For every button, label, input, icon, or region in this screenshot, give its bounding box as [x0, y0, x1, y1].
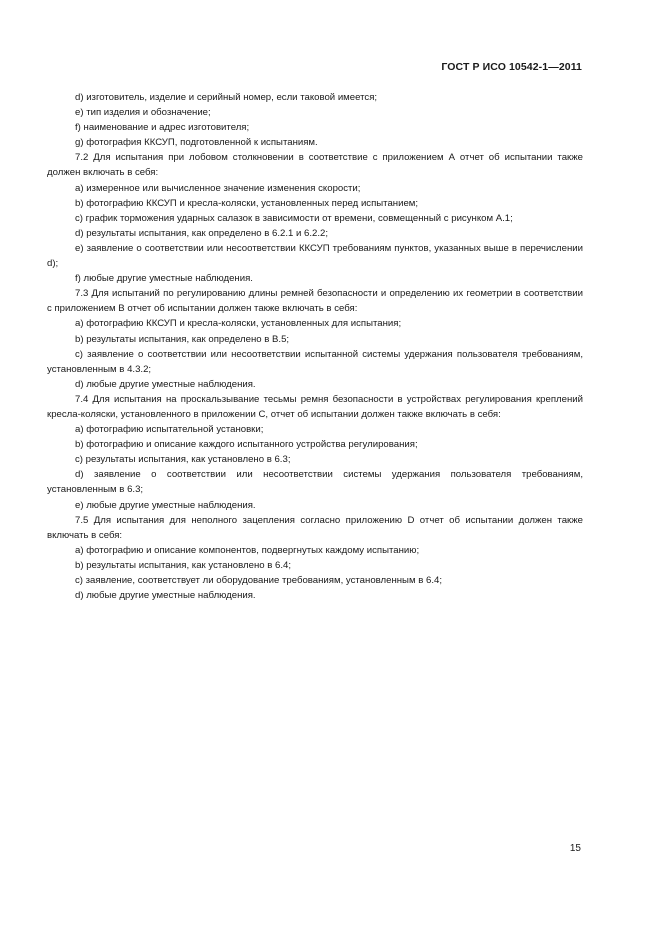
list-item: d) результаты испытания, как определено в 6.2.1 и 6.2.2; [75, 227, 329, 239]
list-item: a) фотографию и описание компонентов, подвергнутых каждому испытанию; [75, 544, 420, 556]
page-number: 15 [569, 843, 581, 854]
list-item: b) результаты испытания, как определено в В.5; [75, 333, 290, 345]
list-item: f) наименование и адрес изготовителя; [75, 122, 250, 134]
section-paragraph-7-4: 7.4 Для испытания на проскальзывание тесьмы ремня безопасности в устройствах регулирования креплений кресла-коляски, установленного в приложении С, отчет об испытании должен также включать в себя: [47, 393, 583, 420]
list-item: f) любые другие уместные наблюдения. [75, 273, 253, 285]
list-item: d) изготовитель, изделие и серийный номер, если таковой имеется; [75, 92, 378, 103]
list-item: b) фотографию и описание каждого испытанного устройства регулирования; [75, 439, 418, 451]
list-item: b) фотографию ККСУП и кресла-коляски, установленных перед испытанием; [75, 197, 419, 209]
list-item: d) любые другие уместные наблюдения. [75, 590, 256, 602]
list-item: e) тип изделия и обозначение; [75, 107, 211, 119]
list-item: a) фотографию испытательной установки; [75, 424, 264, 436]
section-paragraph-7-3: 7.3 Для испытаний по регулированию длины ремней безопасности и определению их геометрии в соответствии с приложением В отчет об испытании должен также включать в себя: [47, 288, 583, 315]
section-paragraph-7-5: 7.5 Для испытания для неполного зацепления согласно приложению D отчет об испытании должен также включать в себя: [47, 514, 583, 541]
list-item: c) результаты испытания, как установлено в 6.3; [75, 454, 291, 466]
document-body [47, 90, 583, 603]
list-item: b) результаты испытания, как установлено в 6.4; [75, 559, 292, 571]
list-item: g) фотография ККСУП, подготовленной к испытаниям. [75, 137, 318, 149]
document-header: ГОСТ Р ИСО 10542-1—2011 [441, 61, 582, 73]
list-item: d) заявление о соответствии или несоответствии системы удержания пользователя требованиям, установленным в 6.3; [47, 469, 583, 496]
list-item: e) заявление о соответствии или несоответствии ККСУП требованиям пунктов, указанных выше в перечислении d); [47, 242, 583, 270]
list-item: a) измеренное или вычисленное значение изменения скорости; [75, 182, 361, 194]
list-item: e) любые другие уместные наблюдения. [75, 499, 256, 511]
section-paragraph-7-2: 7.2 Для испытания при лобовом столкновении в соответствие с приложением А отчет об испытании также должен включать в себя: [47, 152, 583, 179]
list-item: c) график торможения ударных салазок в зависимости от времени, совмещенный с рисунком А.1; [75, 212, 513, 224]
list-item: c) заявление, соответствует ли оборудование требованиям, установленным в 6.4; [75, 575, 442, 586]
list-item: d) любые другие уместные наблюдения. [75, 378, 256, 390]
list-item: a) фотографию ККСУП и кресла-коляски, установленных для испытания; [75, 318, 402, 330]
list-item: c) заявление о соответствии или несоответствии испытанной системы удержания пользователя требованиям, установленным в 4.3.2; [47, 348, 583, 375]
